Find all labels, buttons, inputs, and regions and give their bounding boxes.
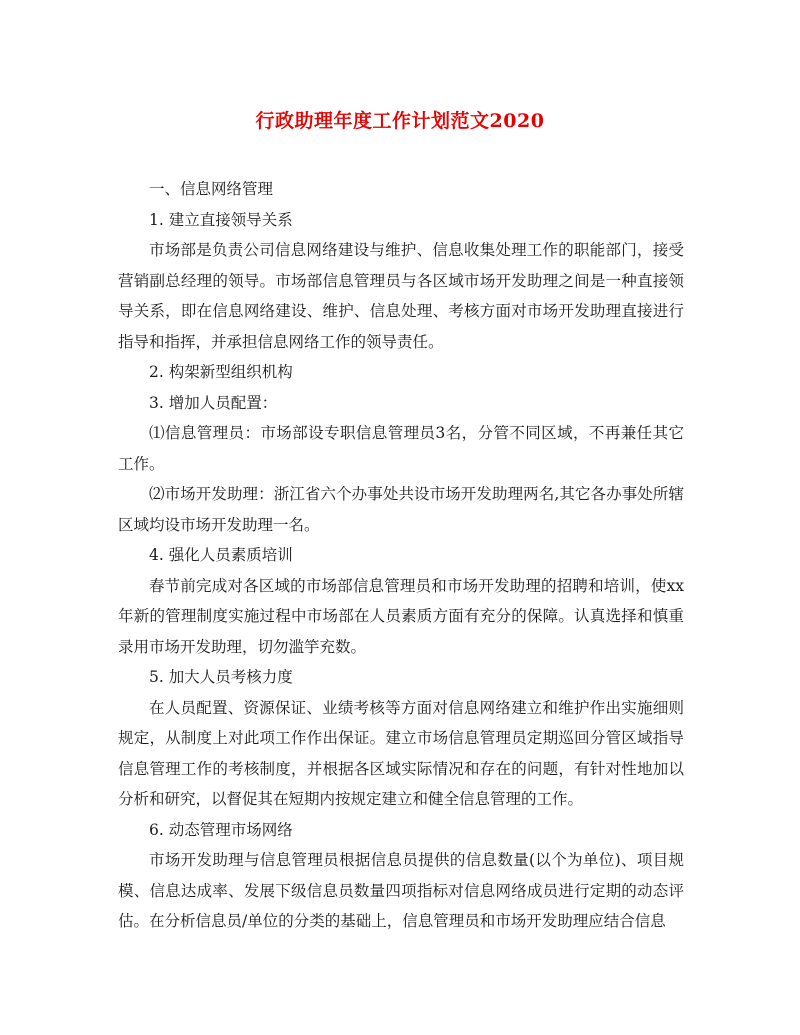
document-body: [118, 174, 684, 937]
paragraph: 在人员配置、资源保证、业绩考核等方面对信息网络建立和维护作出实施细则规定，从制度上对此项工作作出保证。建立市场信息管理员定期巡回分管区域指导信息管理工作的考核制度，并根据各区域实际情况和存在的问题，有针对性地加以分析和研究，以督促其在短期内按规定建立和健全信息管理的工作。: [118, 698, 684, 808]
paragraph: 春节前完成对各区域的市场部信息管理员和市场开发助理的招聘和培训，使xx年新的管理制度实施过程中市场部在人员素质方面有充分的保障。认真选择和慎重录用市场开发助理，切勿滥竽充数。: [118, 576, 684, 656]
subheading: 4. 强化人员素质培训: [149, 546, 293, 564]
subheading: 3. 增加人员配置：: [149, 393, 278, 412]
list-item: ⑴信息管理员：市场部设专职信息管理员3名，分管不同区域，不再兼任其它工作。: [118, 424, 684, 473]
document-title: 行政助理年度工作计划范文2020: [255, 110, 545, 132]
section-heading: 一、信息网络管理: [149, 180, 274, 198]
subheading: 1. 建立直接领导关系: [149, 210, 293, 229]
list-item: ⑵市场开发助理：浙江省六个办事处共设市场开发助理两名,其它各办事处所辖区域均设市场开发助理一名。: [118, 485, 684, 534]
subheading: 2. 构架新型组织机构: [149, 363, 293, 381]
paragraph: 市场开发助理与信息管理员根据信息员提供的信息数量(以个为单位)、项目规模、信息达成率、发展下级信息员数量四项指标对信息网络成员进行定期的动态评估。在分析信息员/单位的分类的基础上，信息管理员和市场开发助理应结合信息: [118, 851, 684, 930]
subheading: 6. 动态管理市场网络: [149, 820, 293, 839]
subheading: 5. 加大人员考核力度: [149, 668, 293, 686]
paragraph: 市场部是负责公司信息网络建设与维护、信息收集处理工作的职能部门，接受营销副总经理的领导。市场部信息管理员与各区域市场开发助理之间是一种直接领导关系，即在信息网络建设、维护、信息处理、考核方面对市场开发助理直接进行指导和指挥，并承担信息网络工作的领导责任。: [118, 241, 684, 351]
